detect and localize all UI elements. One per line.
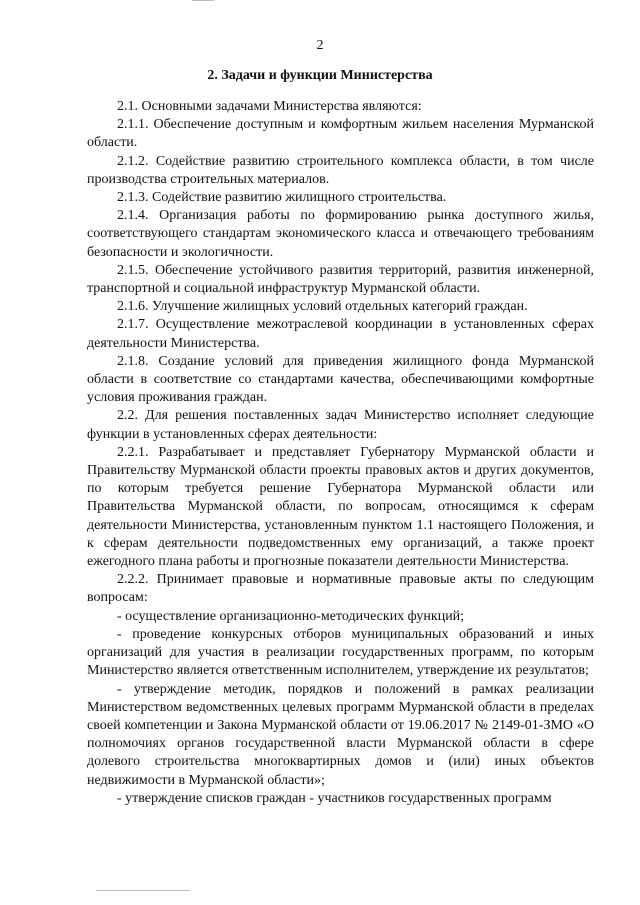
- paragraph: 2.1.1. Обеспечение доступным и комфортным жильем населения Мурманской области.: [87, 117, 594, 151]
- paragraph: 2.2. Для решения поставленных задач Министерство исполняет следующие функции в установленных сферах деятельности:: [87, 408, 594, 442]
- list-item: - утверждение списков граждан - участников государственных программ: [117, 790, 552, 806]
- list-item: - осуществление организационно-методических функций;: [117, 608, 465, 624]
- paragraph: 2.1.7. Осуществление межотраслевой координации в установленных сферах деятельности Министерства.: [87, 317, 594, 351]
- paragraph: 2.1.8. Создание условий для приведения жилищного фонда Мурманской области в соответствие со стандартами качества, обеспечивающими комфортные условия проживания граждан.: [87, 353, 594, 406]
- bottom-edge-mark: [96, 890, 190, 891]
- paragraph: 2.1.3. Содействие развитию жилищного строительства.: [117, 190, 447, 206]
- page-number: 2: [316, 38, 324, 53]
- list-item: - проведение конкурсных отборов муниципальных образований и иных организаций для участия в реализации государственных программ, по которым Министерство является ответственным исполнителем, утверждение их результатов;: [87, 626, 594, 679]
- paragraph: 2.1.2. Содействие развитию строительного комплекса области, в том числе производства строительных материалов.: [87, 153, 594, 187]
- paragraph: 2.1. Основными задачами Министерства являются:: [117, 99, 422, 114]
- document-body: [87, 98, 594, 808]
- list-item: - утверждение методик, порядков и положений в рамках реализации Министерством ведомственных целевых программ Мурманской области в пределах своей компетенции и Закона Мурманской области от 19.06.2017 № 2149-01-ЗМО «О полномочиях органов государственной власти Мурманской области в сфере долевого строительства многоквартирных домов и (или) иных объектов недвижимости в Мурманской области»;: [87, 681, 594, 788]
- section-title: 2. Задачи и функции Министерства: [207, 68, 433, 83]
- paragraph: 2.2.2. Принимает правовые и нормативные правовые акты по следующим вопросам:: [87, 572, 594, 606]
- paragraph: 2.1.4. Организация работы по формированию рынка доступного жилья, соответствующего стандартам экономического класса и отвечающего требованиям безопасности и экологичности.: [87, 208, 594, 260]
- paragraph: 2.2.1. Разрабатывает и представляет Губернатору Мурманской области и Правительству Мурманской области проекты правовых актов и других документов, по которым требуется решение Губернатора Мурманской области или Правительства Мурманской области, по вопросам, относящимся к сферам деятельности Министерства, установленным пунктом 1.1 настоящего Положения, и к сферам деятельности подведомственных ему организаций, а также проект ежегодного плана работы и прогнозные показатели деятельности Министерства.: [87, 444, 594, 570]
- paragraph: 2.1.5. Обеспечение устойчивого развития территорий, развития инженерной, транспортной и социальной инфраструктур Мурманской области.: [87, 262, 594, 297]
- paragraph: 2.1.6. Улучшение жилищных условий отдельных категорий граждан.: [117, 299, 528, 315]
- top-edge-mark: [192, 0, 214, 1]
